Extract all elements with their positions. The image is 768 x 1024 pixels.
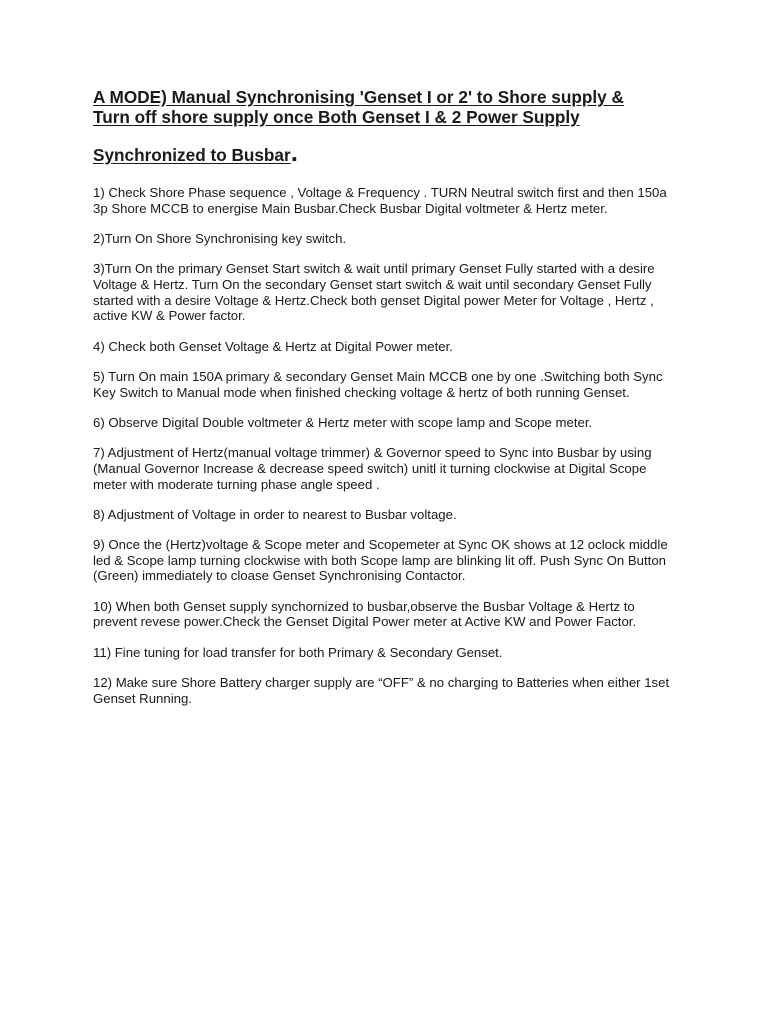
step-3: 3)Turn On the primary Genset Start switch & wait until primary Genset Fully started with a desire Voltage & Hertz. Turn On the secondary Genset start switch & wait until secondary Genset Fully started with a desire Voltage & Hertz.Check both genset Digital power Meter for Voltage , Hertz , active KW & Power factor. bbox=[93, 261, 655, 324]
step-12: 12) Make sure Shore Battery charger supply are “OFF” & no charging to Batteries when either 1set Genset Running. bbox=[93, 675, 670, 706]
step-8: 8) Adjustment of Voltage in order to nearest to Busbar voltage. bbox=[93, 506, 457, 522]
step-10: 10) When both Genset supply synchornized to busbar,observe the Busbar Voltage & Hertz to prevent revese power.Check the Genset Digital Power meter at Active KW and Power Factor. bbox=[93, 598, 637, 630]
step-5: 5) Turn On main 150A primary & secondary Genset Main MCCB one by one .Switching both Sync Key Switch to Manual mode when finished checking voltage & hertz of both running Genset. bbox=[93, 368, 663, 400]
step-7: 7) Adjustment of Hertz(manual voltage trimmer) & Governor speed to Sync into Busbar by using (Manual Governor Increase & decrease speed switch) unitl it turning clockwise at Digital Scope meter with moderate turning phase angle speed . bbox=[93, 445, 652, 492]
step-6: 6) Observe Digital Double voltmeter & Hertz meter with scope lamp and Scope meter. bbox=[93, 414, 593, 430]
step-2: 2)Turn On Shore Synchronising key switch. bbox=[93, 230, 347, 246]
step-11: 11) Fine tuning for load transfer for both Primary & Secondary Genset. bbox=[93, 644, 503, 660]
title-line-3: Synchronized to Busbar bbox=[93, 145, 291, 165]
title-line-2: Turn off shore supply once Both Genset I & 2 Power Supply bbox=[93, 107, 580, 127]
document-title bbox=[93, 87, 678, 165]
step-4: 4) Check both Genset Voltage & Hertz at Digital Power meter. bbox=[93, 338, 453, 354]
step-9: 9) Once the (Hertz)voltage & Scope meter and Scopemeter at Sync OK shows at 12 oclock middle led & Scope lamp turning clockwise with both Scope lamp are blinking lit off. Push Sync On Button (Green) immediately to cloase Genset Synchronising Contactor. bbox=[93, 537, 668, 584]
step-1: 1) Check Shore Phase sequence , Voltage & Frequency . TURN Neutral switch first and then 150a 3p Shore MCCB to energise Main Busbar.Check Busbar Digital voltmeter & Hertz meter. bbox=[93, 185, 667, 216]
title-line-1: A MODE) Manual Synchronising 'Genset I or 2' to Shore supply & bbox=[93, 87, 624, 107]
title-line-3-wrapper bbox=[93, 137, 678, 167]
title-period: . bbox=[290, 137, 298, 167]
procedure-steps bbox=[93, 185, 678, 706]
